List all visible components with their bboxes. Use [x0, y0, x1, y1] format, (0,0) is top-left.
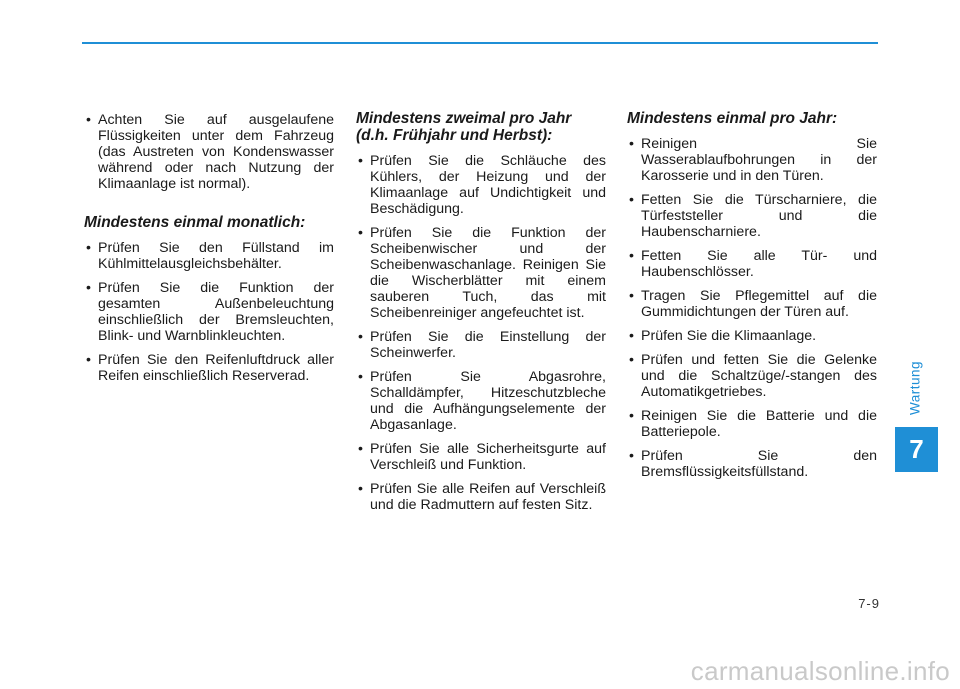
section-label-text: Wartung [907, 360, 923, 415]
intro-list [84, 112, 334, 192]
list-item: • Prüfen Sie die Klimaanlage. [627, 328, 877, 344]
list-item: • Prüfen Sie die Funktion der Scheibenwischer und der Scheibenwaschanlage. Reinigen Sie die Wischerblätter mit einem sauberen Tuch, das mit Scheibenreiniger angefeuchtet ist. [356, 225, 606, 321]
chapter-badge [895, 427, 938, 472]
list-item: • Fetten Sie alle Tür- und Haubenschlösser. [627, 248, 877, 280]
list-item: • Reinigen Sie die Batterie und die Batteriepole. [627, 408, 877, 440]
twice-yearly-heading: Mindestens zweimal pro Jahr (d.h. Frühjahr und Herbst): [356, 110, 572, 144]
list-item: • Prüfen Sie Abgasrohre, Schalldämpfer, Hitzeschutzbleche und die Aufhängungselemente der Abgasanlage. [356, 369, 606, 433]
chapter-number: 7 [909, 434, 924, 464]
monthly-list [84, 240, 334, 384]
list-item: • Prüfen Sie den Reifenluftdruck aller Reifen einschließlich Reserverad. [84, 352, 334, 384]
list-item: • Tragen Sie Pflegemittel auf die Gummidichtungen der Türen auf. [627, 288, 877, 320]
list-item: • Prüfen Sie den Bremsflüssigkeitsfüllstand. [627, 448, 877, 480]
yearly-list [627, 136, 877, 480]
list-item: • Prüfen Sie die Einstellung der Scheinwerfer. [356, 329, 606, 361]
column-1 [84, 112, 334, 392]
column-3 [627, 110, 877, 488]
monthly-heading: Mindestens einmal monatlich: [84, 214, 306, 231]
yearly-heading: Mindestens einmal pro Jahr: [627, 110, 838, 127]
list-item: • Prüfen Sie den Füllstand im Kühlmittelausgleichsbehälter. [84, 240, 334, 272]
list-item: • Prüfen und fetten Sie die Gelenke und die Schaltzüge/-stangen des Automatikgetriebes. [627, 352, 877, 400]
list-item: • Reinigen Sie Wasserablaufbohrungen in der Karosserie und in den Türen. [627, 136, 877, 184]
page-number: 7-9 [858, 596, 880, 611]
list-item: • Prüfen Sie die Funktion der gesamten Außenbeleuchtung einschließlich der Bremsleuchten, Blink- und Warnblinkleuchten. [84, 280, 334, 344]
twice-yearly-list [356, 153, 606, 513]
list-item: • Prüfen Sie die Schläuche des Kühlers, der Heizung und der Klimaanlage auf Undichtigkeit und Beschädigung. [356, 153, 606, 217]
section-label [895, 345, 935, 430]
list-item: • Prüfen Sie alle Reifen auf Verschleiß und die Radmuttern auf festen Sitz. [356, 481, 606, 513]
header-rule [82, 42, 878, 44]
list-item: • Prüfen Sie alle Sicherheitsgurte auf Verschleiß und Funktion. [356, 441, 606, 473]
watermark: carmanualsonline.info [690, 656, 950, 686]
column-2 [356, 110, 606, 521]
list-item: • Achten Sie auf ausgelaufene Flüssigkeiten unter dem Fahrzeug (das Austreten von Kondenswasser während oder nach Nutzung der Klimaanlage ist normal). [84, 112, 334, 192]
list-item: • Fetten Sie die Türscharniere, die Türfeststeller und die Haubenscharniere. [627, 192, 877, 240]
